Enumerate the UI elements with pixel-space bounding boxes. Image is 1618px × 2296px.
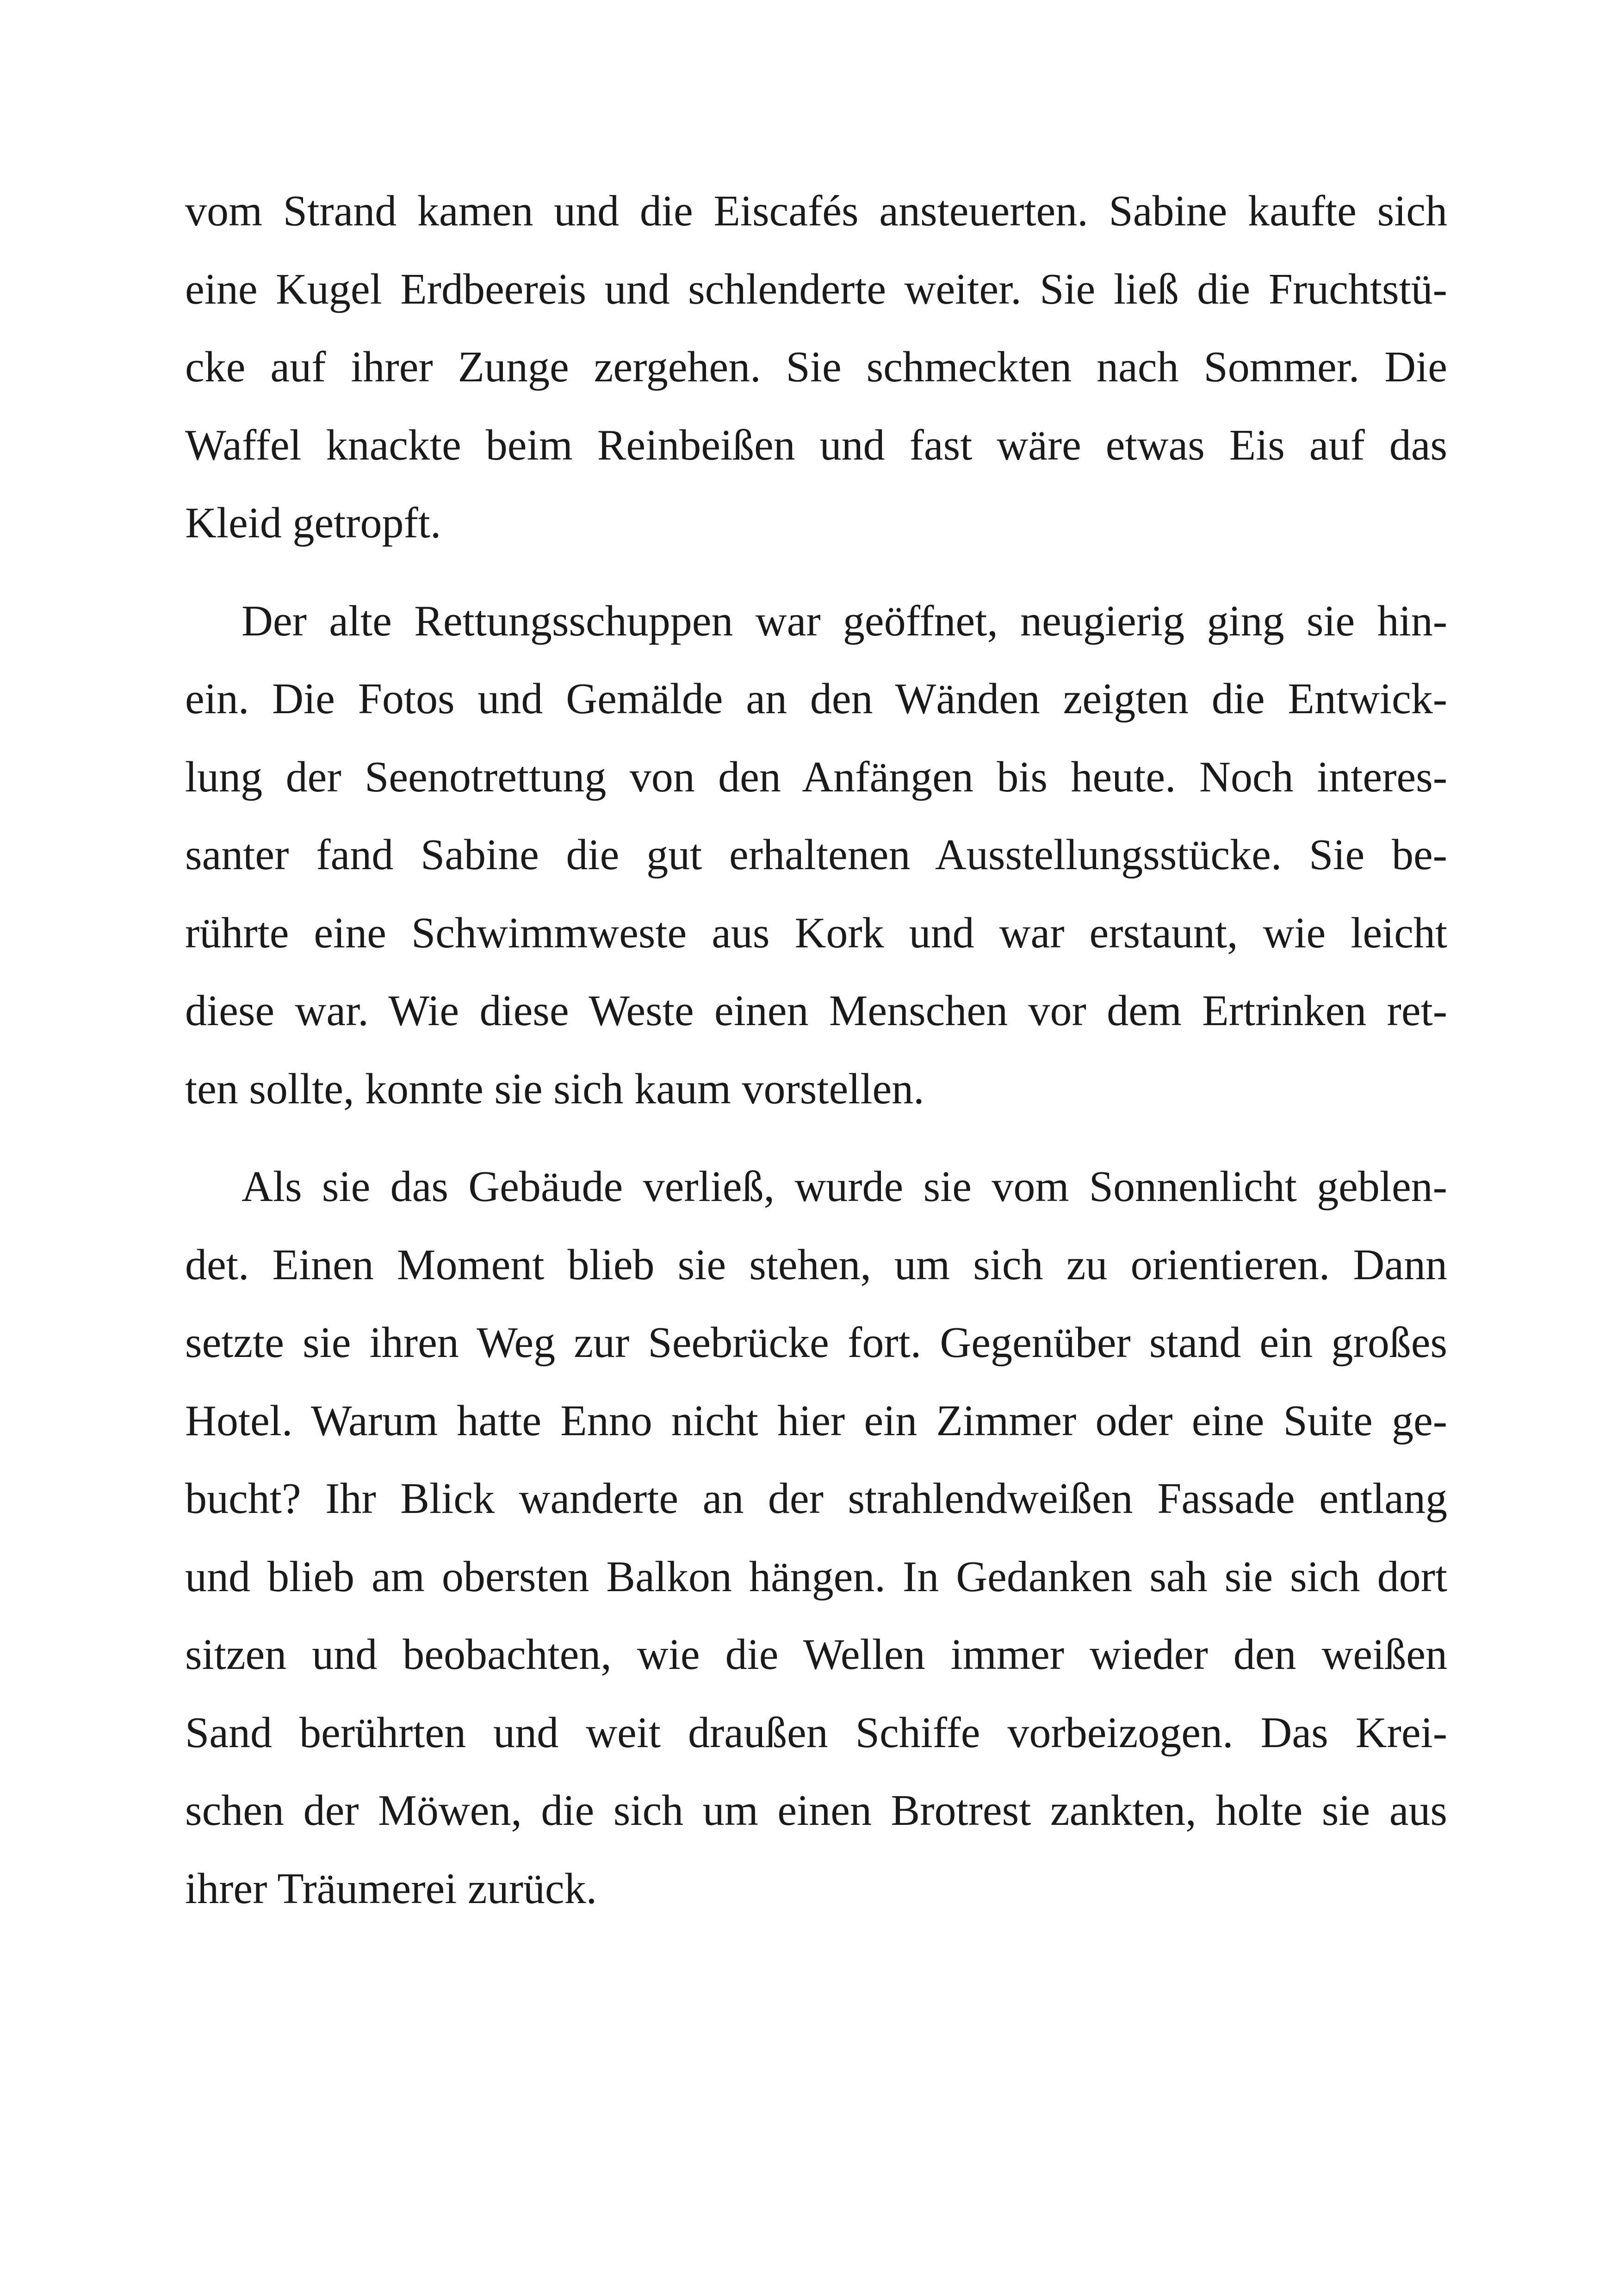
- text-line: und blieb am obersten Balkon hängen. In Gedanken sah sie sich dort: [185, 1552, 1447, 1601]
- text-line: det. Einen Moment blieb sie stehen, um sich zu orientieren. Dann: [185, 1240, 1447, 1289]
- text-line: sitzen und beobachten, wie die Wellen immer wieder den weißen: [185, 1630, 1447, 1679]
- text-line: Kleid getropft.: [185, 499, 441, 547]
- paragraph-2: [185, 582, 1447, 1128]
- text-line: ten sollte, konnte sie sich kaum vorstellen.: [185, 1064, 924, 1113]
- paragraph-1: [185, 172, 1447, 562]
- text-line: schen der Möwen, die sich um einen Brotrest zankten, holte sie aus: [185, 1786, 1447, 1835]
- paragraph-3: [185, 1148, 1447, 1928]
- text-line: setzte sie ihren Weg zur Seebrücke fort. Gegenüber stand ein großes: [185, 1319, 1447, 1367]
- text-line: Waffel knackte beim Reinbeißen und fast wäre etwas Eis auf das: [185, 421, 1447, 469]
- text-line: bucht? Ihr Blick wanderte an der strahlendweißen Fassade entlang: [185, 1475, 1447, 1523]
- paragraph-spacer: [185, 1128, 1447, 1148]
- text-line: vom Strand kamen und die Eiscafés ansteuerten. Sabine kaufte sich: [185, 187, 1447, 235]
- text-line: rührte eine Schwimmweste aus Kork und war erstaunt, wie leicht: [185, 908, 1447, 957]
- text-line: Hotel. Warum hatte Enno nicht hier ein Zimmer oder eine Suite ge-: [185, 1396, 1447, 1445]
- text-line: lung der Seenotrettung von den Anfängen bis heute. Noch interes-: [185, 753, 1447, 801]
- text-line: diese war. Wie diese Weste einen Menschen vor dem Ertrinken ret-: [185, 987, 1447, 1035]
- body-text: [185, 172, 1447, 1928]
- text-line: eine Kugel Erdbeereis und schlenderte weiter. Sie ließ die Fruchtstü-: [185, 265, 1447, 313]
- text-line: Als sie das Gebäude verließ, wurde sie vom Sonnenlicht geblen-: [242, 1163, 1447, 1211]
- text-line: santer fand Sabine die gut erhaltenen Ausstellungsstücke. Sie be-: [185, 831, 1447, 879]
- paragraph-spacer: [185, 562, 1447, 582]
- text-line: ihrer Träumerei zurück.: [185, 1864, 597, 1913]
- text-line: Sand berührten und weit draußen Schiffe vorbeizogen. Das Krei-: [185, 1708, 1447, 1757]
- text-line: ein. Die Fotos und Gemälde an den Wänden zeigten die Entwick-: [185, 675, 1447, 723]
- text-line: Der alte Rettungsschuppen war geöffnet, neugierig ging sie hin-: [242, 597, 1447, 645]
- text-line: cke auf ihrer Zunge zergehen. Sie schmeckten nach Sommer. Die: [185, 343, 1447, 391]
